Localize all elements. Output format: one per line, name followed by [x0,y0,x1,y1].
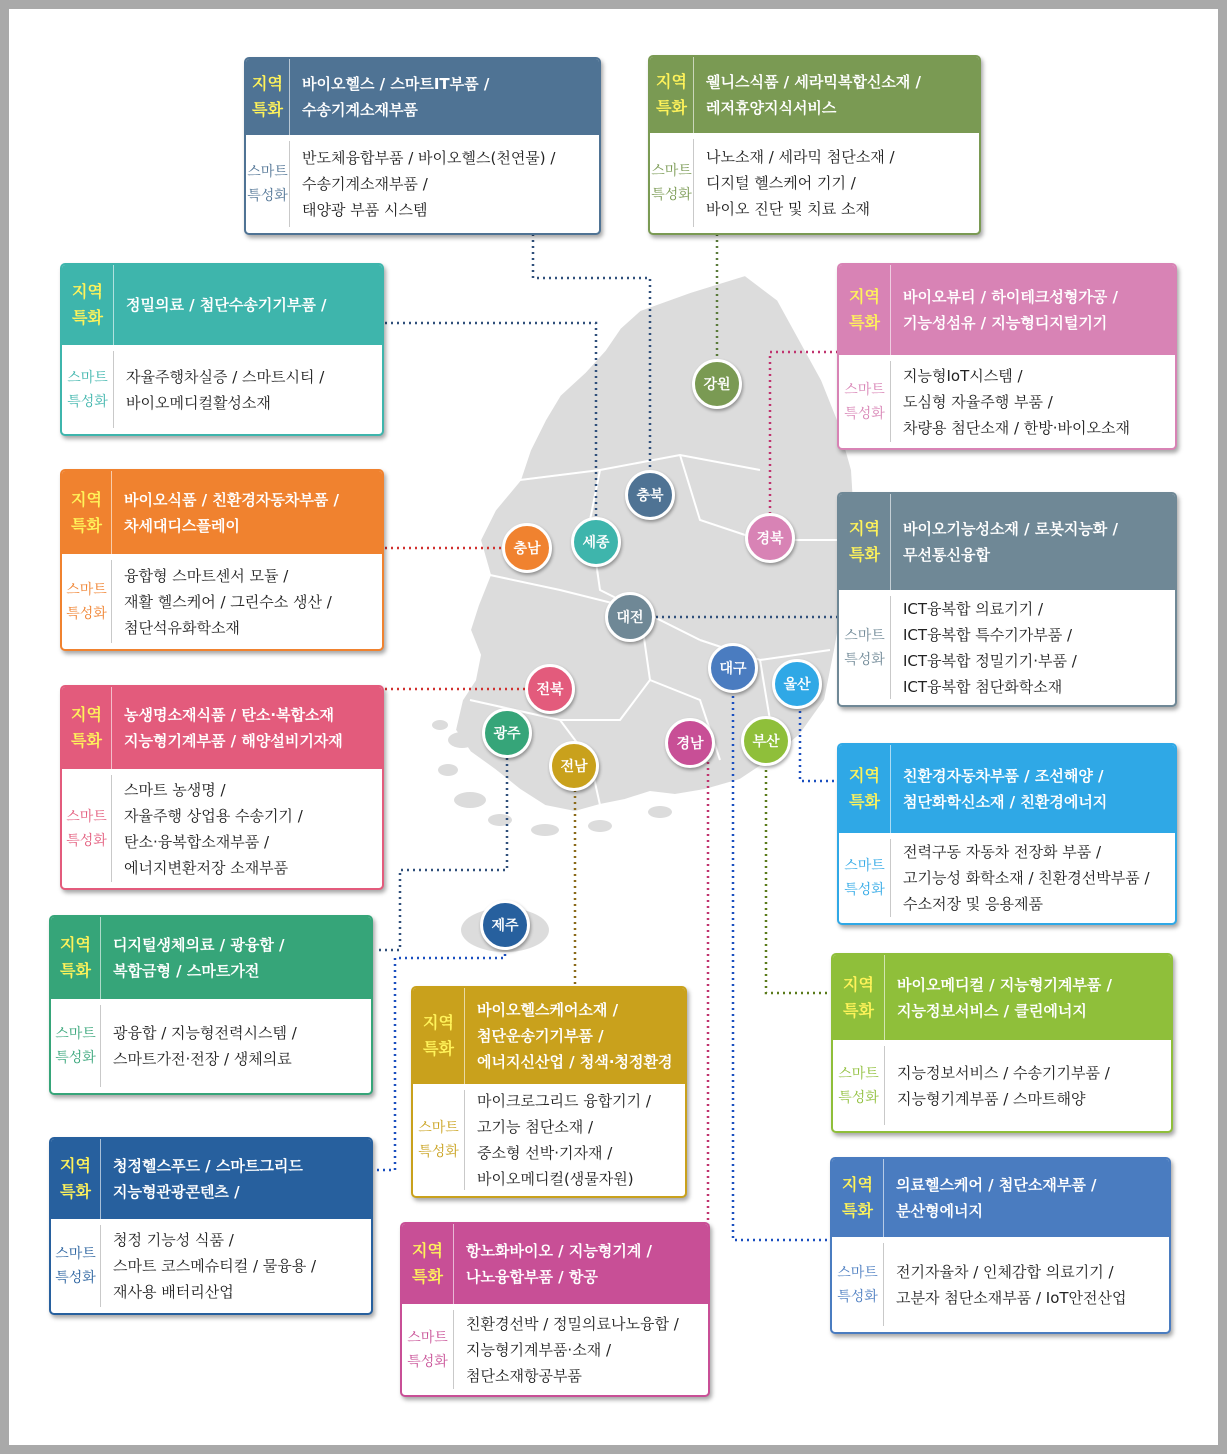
region-specialization-list [903,265,1169,355]
smart-specialization-body [246,135,599,233]
smart-item-line: 에너지변환저장 소재부품 [124,858,289,877]
region-marker-jeonnam: 전남 [549,741,599,791]
region-box-daejeon [837,492,1177,707]
tag-text: 지역 [423,1013,454,1032]
region-specialization-list [126,265,376,345]
tag-text: 지역 [60,935,91,954]
smart-specialization-list [124,554,378,649]
tag-text: 특성화 [66,832,107,849]
smart-specialization-list [903,833,1171,923]
smart-item-line: 지능형IoT시스템 / [903,366,1023,385]
region-specialization-list [124,687,376,769]
tag-text: 지역 [849,287,880,306]
tag-text: 스마트 [837,1264,878,1281]
tag-text: 특화 [843,1000,874,1020]
smart-specialization-tag [62,775,112,882]
smart-item-line: 수송기계소재부품 / [302,175,428,193]
region-item-line: 친환경자동차부품 / 조선해양 / [903,767,1104,785]
region-specialization-header [62,265,382,345]
smart-item-line: 자율주행차실증 / 스마트시티 / [126,367,325,386]
smart-specialization-list [302,135,595,233]
region-box-ulsan [837,743,1177,925]
region-item-line: 차세대디스플레이 [124,516,240,535]
smart-specialization-list [706,133,975,233]
smart-item-line: 지능정보서비스 / 수송기기부품 / [897,1063,1110,1082]
smart-item-line: 디지털 헬스케어 기기 / [706,174,856,192]
smart-specialization-body [62,769,382,888]
smart-specialization-body [402,1304,708,1395]
smart-item-line: 지능형기계부품·소재 / [466,1340,612,1359]
tag-text: 스마트 [838,1065,879,1082]
smart-specialization-list [113,999,367,1093]
region-specialization-tag [62,471,112,554]
tag-text: 특성화 [844,882,885,898]
tag-text: 특화 [71,515,102,535]
smart-specialization-tag [839,596,891,699]
region-specialization-header [62,687,382,769]
smart-specialization-tag [51,1225,101,1307]
region-item-line: 분산형에너지 [896,1202,983,1220]
smart-item-line: 스마트가전·전장 / 생체의료 [113,1050,292,1068]
tag-text: 스마트 [55,1246,96,1262]
smart-specialization-body [839,355,1175,448]
region-specialization-list [903,745,1169,833]
smart-specialization-tag [650,139,694,227]
tag-text: 스마트 [651,163,692,179]
smart-specialization-body [413,1084,685,1196]
region-specialization-tag [51,1139,101,1219]
smart-specialization-tag [832,1243,884,1326]
region-item-line: 나노융합부품 / 항공 [466,1268,598,1286]
region-specialization-tag [832,1159,884,1237]
region-specialization-header [839,745,1175,833]
region-specialization-tag [51,917,101,999]
tag-text: 특화 [60,1182,91,1201]
tag-text: 특성화 [838,1089,879,1106]
region-specialization-list [706,57,973,133]
region-specialization-list [897,955,1165,1040]
region-item-line: 복합금형 / 스마트가전 [113,962,260,980]
region-specialization-header [839,494,1175,590]
tag-text: 특성화 [66,605,107,622]
region-marker-chungbuk: 충북 [625,470,675,520]
region-box-gangwon [648,55,981,235]
region-specialization-header [832,1159,1169,1237]
tag-text: 특성화 [247,188,288,204]
region-marker-chungnam: 충남 [502,523,552,573]
tag-text: 지역 [656,72,687,91]
smart-item-line: 반도체융합부품 / 바이오헬스(천연물) / [302,149,556,167]
smart-specialization-body [650,133,979,233]
region-specialization-header [51,917,371,999]
smart-item-line: 청정 기능성 식품 / [113,1231,234,1249]
smart-item-line: 태양광 부품 시스템 [302,201,428,219]
smart-specialization-tag [833,1046,885,1125]
line-busan [766,758,832,993]
region-marker-daegu: 대구 [708,643,758,693]
region-item-line: 정밀의료 / 첨단수송기기부품 / [126,296,327,314]
region-marker-gangwon: 강원 [692,359,742,409]
region-specialization-tag [839,745,891,833]
tag-text: 지역 [72,282,103,301]
region-item-line: 웰니스식품 / 세라믹복합신소재 / [706,73,921,91]
region-box-sejong [60,263,384,436]
smart-item-line: 나노소재 / 세라믹 첨단소재 / [706,148,895,166]
region-specialization-tag [62,687,112,769]
tag-text: 스마트 [55,1026,96,1042]
region-specialization-tag [650,57,694,133]
smart-item-line: 수소저장 및 응용제품 [903,895,1043,913]
smart-item-line: ICT융복합 정밀기기·부품 / [903,651,1077,670]
smart-item-line: 고기능성 화학소재 / 친환경선박부품 / [903,869,1150,887]
smart-specialization-list [896,1237,1165,1332]
region-item-line: 바이오뷰티 / 하이테크성형가공 / [903,288,1118,306]
smart-item-line: 차량용 첨단소재 / 한방·바이오소재 [903,418,1130,437]
region-marker-ulsan: 울산 [772,659,822,709]
region-item-line: 지능형기계부품 / 해양설비기자재 [124,732,343,750]
smart-item-line: 스마트 코스메슈티컬 / 물융용 / [113,1257,317,1275]
smart-specialization-body [62,554,382,649]
region-marker-gyeongnam: 경남 [665,718,715,768]
smart-item-line: 고기능 첨단소재 / [477,1118,594,1136]
tag-text: 스마트 [844,627,885,644]
tag-text: 특성화 [844,405,885,422]
smart-item-line: 바이오메디컬활성소재 [126,393,271,412]
smart-specialization-list [124,769,378,888]
tag-text: 스마트 [844,858,885,874]
region-item-line: 바이오메디컬 / 지능형기계부품 / [897,975,1112,994]
smart-item-line: 광융합 / 지능형전력시스템 / [113,1024,297,1042]
tag-text: 특화 [60,961,91,980]
region-box-gyeongbuk [837,263,1177,450]
smart-item-line: 융합형 스마트센서 모듈 / [124,566,289,585]
tag-text: 특성화 [837,1288,878,1305]
smart-item-line: ICT융복합 특수기가부품 / [903,625,1073,644]
smart-specialization-body [839,833,1175,923]
region-specialization-tag [402,1224,454,1304]
region-specialization-header [62,471,382,554]
region-item-line: 청정헬스푸드 / 스마트그리드 [113,1157,303,1175]
smart-specialization-body [51,999,371,1093]
smart-item-line: 스마트 농생명 / [124,780,226,799]
tag-text: 특화 [423,1039,454,1058]
smart-specialization-list [466,1304,704,1395]
tag-text: 스마트 [418,1120,459,1136]
smart-specialization-body [833,1040,1171,1131]
smart-item-line: 지능형기계부품 / 스마트해양 [897,1089,1086,1108]
region-specialization-tag [833,955,885,1040]
smart-specialization-body [51,1219,371,1313]
tag-text: 지역 [71,489,102,509]
tag-text: 지역 [849,766,880,785]
smart-specialization-list [126,345,378,434]
tag-text: 특화 [412,1267,443,1286]
region-item-line: 바이오헬스 / 스마트IT부품 / [302,75,490,93]
region-marker-sejong: 세종 [571,517,621,567]
smart-specialization-tag [402,1310,454,1389]
region-marker-jeju: 제주 [480,900,530,950]
smart-specialization-body [832,1237,1169,1332]
region-box-busan [831,953,1173,1133]
tag-text: 특화 [842,1201,873,1220]
smart-item-line: 첨단소재항공부품 [466,1366,582,1385]
region-box-chungnam [60,469,384,651]
region-item-line: 바이오기능성소재 / 로봇지능화 / [903,520,1118,538]
smart-item-line: 전력구동 자동차 전장화 부품 / [903,843,1102,861]
region-box-chungbuk [244,57,601,235]
tag-text: 특화 [849,545,880,564]
region-marker-gyeongbuk: 경북 [745,513,795,563]
region-item-line: 항노화바이오 / 지능형기계 / [466,1242,653,1260]
region-box-gyeongnam [400,1222,710,1397]
smart-item-line: 탄소·융복합소재부품 / [124,832,270,851]
region-item-line: 레저휴양지식서비스 [706,99,837,117]
smart-item-line: 도심형 자율주행 부품 / [903,392,1053,411]
smart-item-line: 자율주행 상업용 수송기기 / [124,806,303,825]
region-item-line: 기능성섬유 / 지능형디지털기기 [903,314,1108,332]
smart-specialization-tag [62,560,112,643]
tag-text: 특화 [252,100,283,119]
tag-text: 특성화 [418,1144,459,1160]
region-marker-busan: 부산 [741,716,791,766]
tag-text: 특화 [71,731,102,750]
region-box-jeju [49,1137,373,1315]
smart-specialization-body [62,345,382,434]
region-item-line: 바이오헬스케어소재 / [477,1001,619,1019]
tag-text: 지역 [412,1241,443,1260]
tag-text: 특성화 [407,1353,448,1370]
smart-item-line: ICT융복합 의료기기 / [903,599,1044,618]
tag-text: 지역 [842,1175,873,1194]
region-specialization-list [466,1224,702,1304]
smart-item-line: 마이크로그리드 융합기기 / [477,1092,651,1110]
smart-specialization-list [897,1040,1167,1131]
smart-specialization-body [839,590,1175,705]
tag-text: 특화 [849,313,880,332]
tag-text: 특성화 [55,1050,96,1066]
region-specialization-list [903,494,1169,590]
smart-specialization-tag [246,141,290,227]
tag-text: 특화 [72,308,103,327]
region-specialization-tag [413,988,465,1084]
tag-text: 지역 [849,519,880,538]
region-specialization-tag [246,59,290,135]
region-specialization-tag [839,494,891,590]
smart-specialization-tag [839,839,891,917]
tag-text: 특성화 [55,1270,96,1286]
region-specialization-header [839,265,1175,355]
region-specialization-header [650,57,979,133]
tag-text: 스마트 [407,1329,448,1346]
smart-specialization-list [477,1084,681,1196]
region-specialization-header [246,59,599,135]
region-specialization-header [51,1139,371,1219]
smart-item-line: 친환경선박 / 정밀의료나노융합 / [466,1314,679,1333]
smart-item-line: 첨단석유화학소재 [124,618,240,637]
region-item-line: 첨단운송기기부품 / [477,1027,604,1045]
region-specialization-list [896,1159,1163,1237]
region-item-line: 농생명소재식품 / 탄소·복합소재 [124,706,334,724]
region-specialization-header [413,988,685,1084]
tag-text: 지역 [60,1156,91,1175]
region-item-line: 무선통신융합 [903,546,990,564]
region-specialization-header [402,1224,708,1304]
smart-specialization-list [113,1219,367,1313]
region-item-line: 첨단화학신소재 / 친환경에너지 [903,793,1108,811]
region-item-line: 수송기계소재부품 [302,101,418,119]
tag-text: 특화 [849,792,880,811]
region-item-line: 에너지신산업 / 청색·청정환경 [477,1053,673,1071]
smart-item-line: 고분자 첨단소재부품 / IoT안전산업 [896,1288,1127,1307]
region-specialization-list [113,1139,365,1219]
region-specialization-list [124,471,376,554]
smart-item-line: 재사용 배터리산업 [113,1283,234,1301]
smart-item-line: 전기자율차 / 인체감합 의료기기 / [896,1262,1114,1281]
tag-text: 특성화 [844,651,885,668]
region-item-line: 의료헬스케어 / 첨단소재부품 / [896,1176,1097,1194]
region-marker-daejeon: 대전 [605,592,655,642]
region-specialization-tag [62,265,114,345]
region-marker-jeonbuk: 전북 [525,664,575,714]
region-item-line: 디지털생체의료 / 광융합 / [113,936,285,954]
region-box-jeonnam [411,986,687,1198]
tag-text: 특성화 [67,393,108,410]
region-box-jeonbuk [60,685,384,890]
tag-text: 지역 [252,74,283,93]
region-item-line: 지능형관광콘텐츠 / [113,1183,240,1201]
smart-item-line: ICT융복합 첨단화학소재 [903,677,1063,696]
region-box-daegu [830,1157,1171,1334]
smart-specialization-list [903,355,1171,448]
region-specialization-header [833,955,1171,1040]
tag-text: 특화 [656,98,687,117]
smart-specialization-tag [62,351,114,428]
tag-text: 스마트 [67,369,108,386]
region-specialization-list [477,988,679,1084]
tag-text: 스마트 [247,164,288,180]
smart-item-line: 재활 헬스케어 / 그린수소 생산 / [124,592,332,611]
smart-item-line: 중소형 선박·기자재 / [477,1144,613,1162]
region-marker-gwangju: 광주 [482,708,532,758]
region-specialization-list [113,917,365,999]
tag-text: 스마트 [66,808,107,825]
region-specialization-tag [839,265,891,355]
tag-text: 지역 [71,705,102,724]
region-box-gwangju [49,915,373,1095]
smart-specialization-tag [51,1005,101,1087]
smart-specialization-list [903,590,1171,705]
region-item-line: 바이오식품 / 친환경자동차부품 / [124,490,339,509]
smart-specialization-tag [413,1090,465,1190]
smart-item-line: 바이오 진단 및 치료 소재 [706,200,870,218]
region-item-line: 지능정보서비스 / 클린에너지 [897,1001,1087,1020]
tag-text: 지역 [843,974,874,994]
tag-text: 특성화 [651,187,692,203]
tag-text: 스마트 [66,581,107,598]
smart-specialization-tag [839,361,891,442]
region-specialization-list [302,59,593,135]
smart-item-line: 바이오메디컬(생물자원) [477,1170,634,1188]
tag-text: 스마트 [844,381,885,398]
